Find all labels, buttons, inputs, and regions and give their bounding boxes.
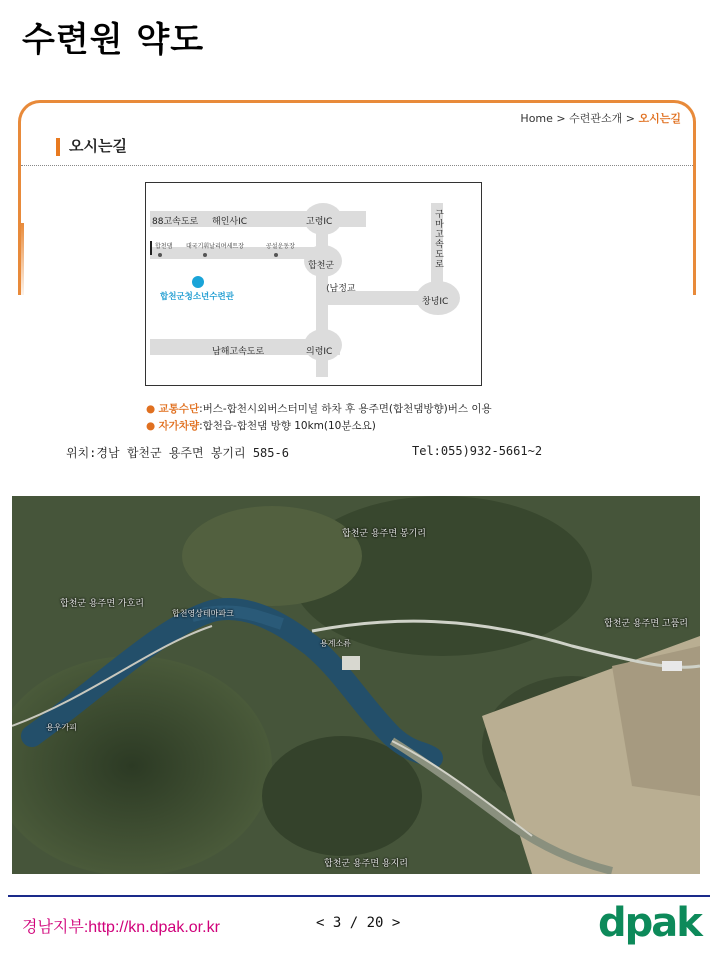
breadcrumb-home[interactable]: Home [520,112,553,125]
dam-dot [158,253,162,257]
label-youth-center: 합천군청소년수련관 [160,292,234,302]
footer-url-link[interactable]: 경남지부:http://kn.dpak.or.kr [22,919,220,936]
page-indicator: < 3 / 20 > [316,915,401,931]
label-set: 대국기휘날리며세트장 [186,243,244,250]
transport-car-text: :합천읍-합천댐 방향 10km(10분소요) [199,420,376,432]
section-heading-label: 오시는길 [69,137,127,155]
dotted-divider [21,165,693,166]
address: 위치:경남 합천군 용주면 봉기리 585-6 [66,446,289,460]
telephone: Tel:055)932-5661~2 [412,444,543,458]
place-gaho-ri: 합천군 용주면 가호리 [60,599,144,609]
place-yongji-ri: 합천군 용주면 용지리 [324,859,408,869]
label-changnyeong-ic: 창녕IC [422,297,449,307]
footer-divider [8,895,710,897]
dam-marker [150,241,152,255]
place-gopum-ri: 합천군 용주면 고품리 [604,619,688,629]
label-goryeong-ic: 고령IC [306,217,333,227]
breadcrumb-separator: > [625,112,635,125]
label-stadium: 공설운동장 [266,243,295,250]
transport-public: ● 교통수단:버스-합천시외버스터미널 하차 후 용주면(합천댐방향)버스 이용 [146,403,492,415]
place-yongu: 용우가피 [46,723,77,732]
place-bonggi-ri: 합천군 용주면 봉기리 [342,529,426,539]
satellite-image [12,496,700,874]
label-namjeong: ⟨남정교 [326,284,356,294]
place-theme-park: 합천영상테마파크 [172,609,234,618]
breadcrumb-about[interactable]: 수련관소개 [569,112,623,125]
transport-public-text: :버스-합천시외버스터미널 하차 후 용주면(합천댐방향)버스 이용 [199,403,492,415]
label-road-88: 88고속도로 [152,217,199,227]
section-heading [53,135,127,156]
satellite-terrain [12,496,700,874]
place-yonggye: 용계소류 [320,639,351,648]
breadcrumb-current: 오시는길 [638,112,681,125]
label-uiryeong-ic: 의령IC [306,347,333,357]
dpak-logo: dpak [598,900,701,946]
transport-car-key: 자가차량 [158,420,200,432]
destination-marker [192,276,204,288]
label-hapcheon-dam: 합천댐 [155,243,173,250]
transport-public-key: 교통수단 [158,403,200,415]
stadium-dot [274,253,278,257]
route-map [145,182,482,386]
transport-car: ● 자가차량:합천읍-합천댐 방향 10km(10분소요) [146,420,376,432]
breadcrumb [520,110,681,126]
label-haeinsa-ic: 해인사IC [212,217,248,227]
label-hapcheon-gun: 합천군 [308,261,335,271]
set-dot [203,253,207,257]
breadcrumb-separator: > [556,112,566,125]
page-title: 수련원 약도 [22,20,205,60]
label-guma-expressway: 구마고속도로 [433,209,443,269]
label-namhae-expressway: 남해고속도로 [212,347,265,357]
